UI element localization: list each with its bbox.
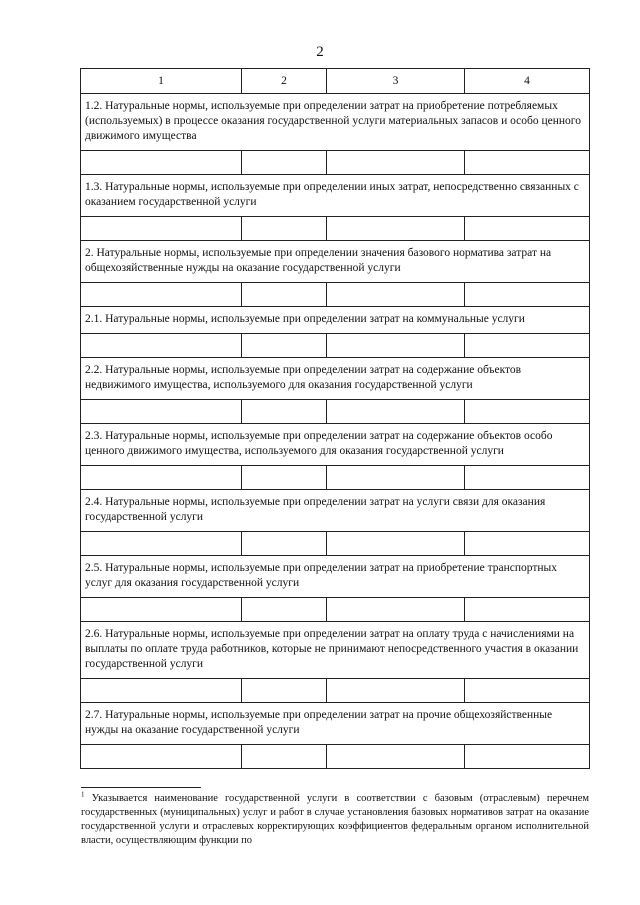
section-row (81, 556, 590, 598)
empty-row (81, 532, 590, 556)
section-row (81, 490, 590, 532)
section-row (81, 703, 590, 745)
empty-cell (242, 283, 327, 307)
empty-cell (465, 679, 590, 703)
empty-cell (465, 598, 590, 622)
column-header: 3 (327, 69, 465, 94)
section-row (81, 622, 590, 679)
empty-cell (242, 151, 327, 175)
empty-cell (242, 466, 327, 490)
empty-cell (327, 334, 465, 358)
empty-cell (465, 466, 590, 490)
section-title: 2.7. Натуральные нормы, используемые при определении затрат на прочие общехозяйственные нужды на оказание государственной услуги (81, 703, 590, 745)
empty-row (81, 217, 590, 241)
empty-row (81, 400, 590, 424)
table-header-row (81, 69, 590, 94)
empty-row (81, 598, 590, 622)
empty-cell (327, 679, 465, 703)
empty-cell (327, 745, 465, 769)
column-header: 1 (81, 69, 242, 94)
section-title: 2.3. Натуральные нормы, используемые при определении затрат на содержание объектов особо ценного движимого имущества, используемого для оказания государственной услуги (81, 424, 590, 466)
footnote-text: Указывается наименование государственной услуги в соответствии с базовым (отраслевым) перечнем государственных (муниципальных) услуг и работ в случае установления базовых нормативов затрат на оказание государственной услуги и отраслевых корректирующих коэффициентов федеральным органом исполнительной власти, осуществляющим функции по (81, 793, 589, 846)
section-row (81, 175, 590, 217)
empty-cell (81, 532, 242, 556)
empty-cell (81, 598, 242, 622)
empty-cell (465, 532, 590, 556)
section-row (81, 241, 590, 283)
empty-cell (242, 745, 327, 769)
empty-cell (327, 532, 465, 556)
empty-cell (465, 745, 590, 769)
empty-row (81, 283, 590, 307)
empty-cell (81, 283, 242, 307)
empty-row (81, 466, 590, 490)
empty-cell (465, 400, 590, 424)
empty-row (81, 151, 590, 175)
empty-cell (242, 334, 327, 358)
empty-cell (81, 745, 242, 769)
empty-cell (465, 217, 590, 241)
empty-cell (81, 151, 242, 175)
section-row (81, 94, 590, 151)
section-title: 2.1. Натуральные нормы, используемые при определении затрат на коммунальные услуги (81, 307, 590, 334)
empty-cell (327, 151, 465, 175)
column-header: 4 (465, 69, 590, 94)
empty-cell (465, 151, 590, 175)
empty-row (81, 745, 590, 769)
empty-row (81, 334, 590, 358)
section-title: 2.6. Натуральные нормы, используемые при определении затрат на оплату труда с начислениями на выплаты по оплате труда работников, которые не принимают непосредственного участия в оказании государственной услуги (81, 622, 590, 679)
section-row (81, 307, 590, 334)
empty-cell (327, 217, 465, 241)
empty-cell (81, 466, 242, 490)
footnote (81, 792, 589, 848)
empty-cell (242, 679, 327, 703)
empty-cell (327, 466, 465, 490)
section-title: 2.4. Натуральные нормы, используемые при определении затрат на услуги связи для оказания государственной услуги (81, 490, 590, 532)
section-row (81, 358, 590, 400)
section-title: 2.2. Натуральные нормы, используемые при определении затрат на содержание объектов недвижимого имущества, используемого для оказания государственной услуги (81, 358, 590, 400)
empty-cell (327, 598, 465, 622)
footnote-divider (81, 787, 201, 788)
section-title: 2. Натуральные нормы, используемые при определении значения базового норматива затрат на общехозяйственные нужды на оказание государственной услуги (81, 241, 590, 283)
empty-cell (81, 679, 242, 703)
empty-cell (242, 532, 327, 556)
footnote-marker: 1 (81, 790, 85, 799)
empty-cell (81, 217, 242, 241)
empty-cell (242, 217, 327, 241)
empty-cell (242, 400, 327, 424)
page-number: 2 (316, 44, 324, 60)
empty-cell (327, 283, 465, 307)
empty-cell (327, 400, 465, 424)
norms-table (80, 68, 590, 769)
empty-cell (465, 283, 590, 307)
section-title: 2.5. Натуральные нормы, используемые при определении затрат на приобретение транспортных услуг для оказания государственной услуги (81, 556, 590, 598)
empty-row (81, 679, 590, 703)
section-title: 1.3. Натуральные нормы, используемые при определении иных затрат, непосредственно связанных с оказанием государственной услуги (81, 175, 590, 217)
empty-cell (81, 400, 242, 424)
section-row (81, 424, 590, 466)
empty-cell (81, 334, 242, 358)
column-header: 2 (242, 69, 327, 94)
empty-cell (242, 598, 327, 622)
section-title: 1.2. Натуральные нормы, используемые при определении затрат на приобретение потребляемых (используемых) в процессе оказания государственной услуги материальных запасов и особо ценного движимого имущества (81, 94, 590, 151)
empty-cell (465, 334, 590, 358)
